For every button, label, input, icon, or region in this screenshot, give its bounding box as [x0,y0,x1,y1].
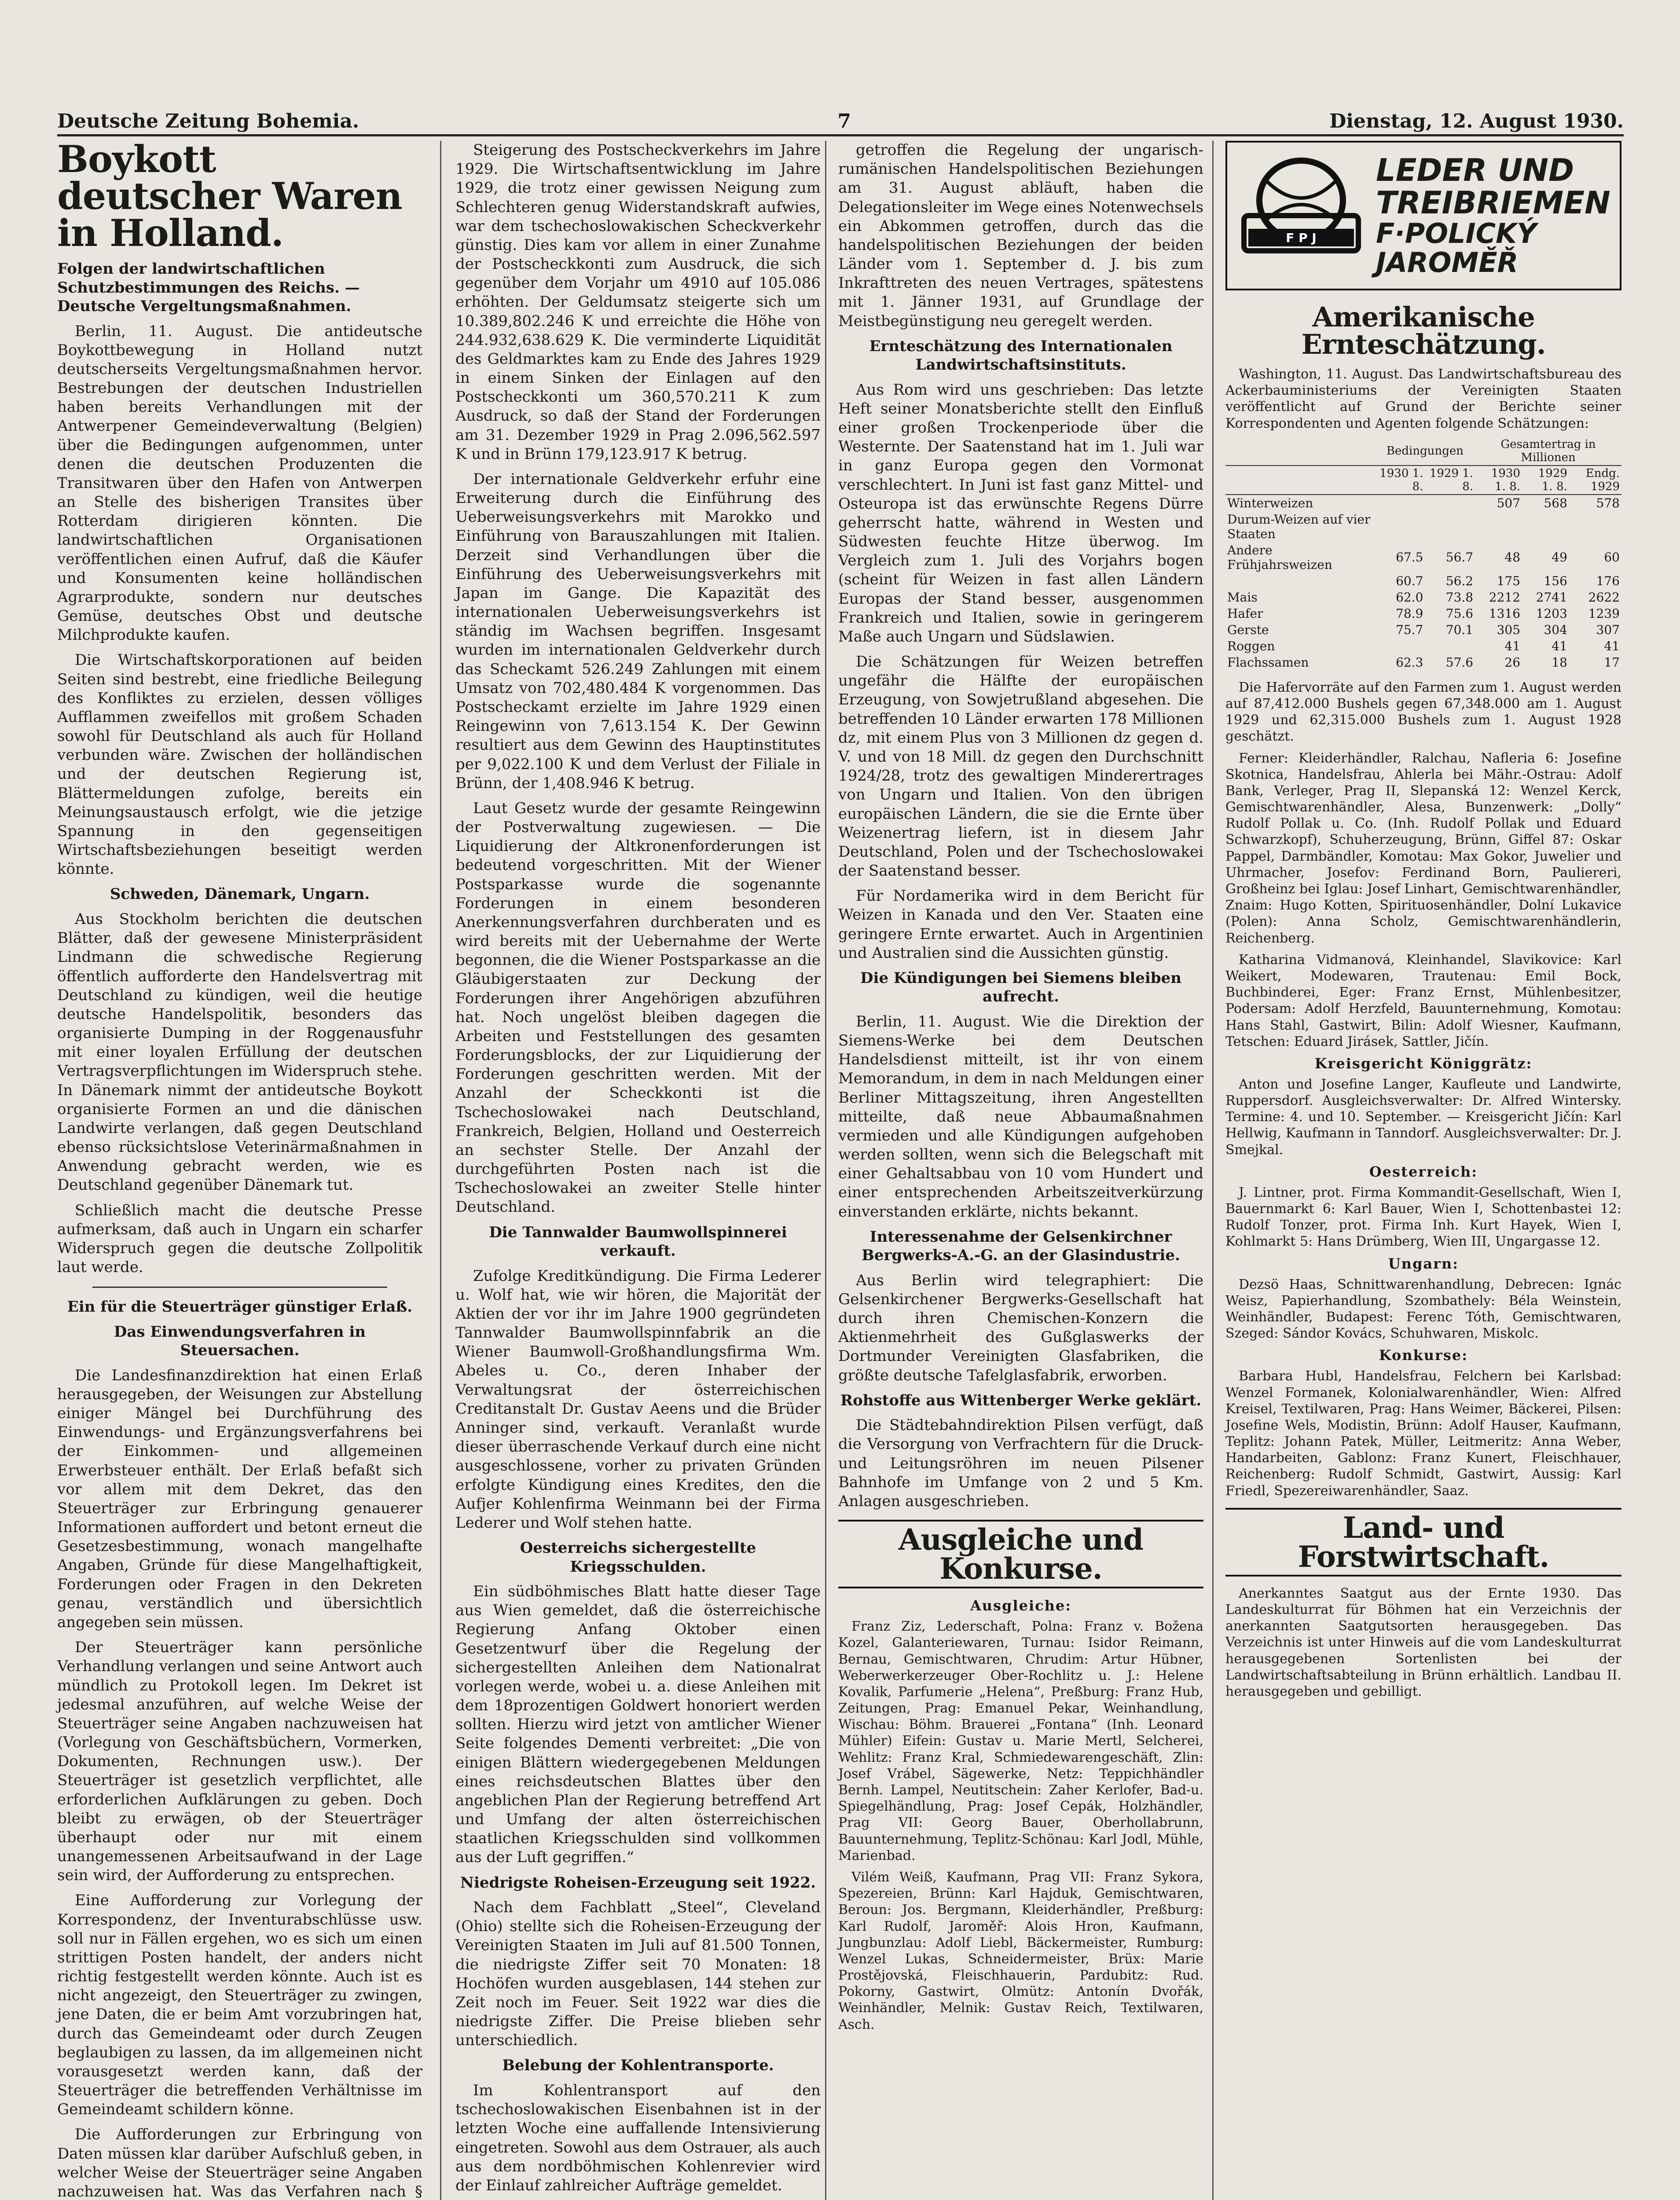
section-label: Ungarn: [1388,1255,1459,1272]
article-paragraph: Eine Aufforderung zur Vorlegung der Korrespondenz, der Inventurabschlüsse usw. soll nur in Fällen ergehen, wo es sich um einen strittigen Posten handelt, der anders nicht richtig festgestellt werden könnte. Auch ist es nicht angezeigt, den Steuerträger zu zwingen, jene Daten, die er beim Amt vorzubringen hat, durch das Gemeindeamt oder durch Zeugen beglaubigen zu lassen, da im allgemeinen nicht vorausgesetzt werden kann, daß der Steuerträger die betreffenden Verhältnisse im Gemeindeamt schildern könne. [57,1892,422,2119]
ad-line: F·POLICKÝ [1376,217,1537,250]
table-cell: 60.7 [1396,573,1423,588]
listing-paragraph: Dezsö Haas, Schnittwarenhandlung, Debrecen: Ignác Weisz, Papierhandlung, Szombathely: Béla Weinstein, Weinhändler, Budapest: Ferenc Tóth, Gemischtwaren, Szeged: Sándor Kovács, Schuhwaren, Miskolc. [1225,1276,1621,1342]
listing-paragraph: Franz Ziz, Lederschaft, Polna: Franz v. Božena Kozel, Galanteriewaren, Turnau: Isidor Reimann, Bernau, Gemischtwaren, Chrudim: Artur Hübner, Weberwerkerzeuger Ober-Rochlitz u. J.: Helene Kovalik, Parfumerie „Helena“, Preßburg: Franz Hub, Zeitungen, Prag: Emanuel Pekar, Weinhandlung, Wischau: Böhm. Brauerei „Fontana“ (Inh. Leonard Mühler) Eifein: Gustav u. Marie Mertl, Selcherei, Wehlitz: Franz Kral, Schmiedewarengeschäft, Zlin: Josef Vrábel, Sägewerke, Netz: Teppichhändler Bernh. Lampel, Neutitschein: Zaher Kerlofer, Bad-u. Spiegelhändlung, Prag: Josef Cepák, Holzhändler, Prag VII: Georg Bauer, Oberhollabrunn, Bauunternehmung, Teplitz-Schönau: Karl Jodl, Mühle, Marienbad. [838,1619,1203,1863]
article-paragraph: Nach dem Fachblatt „Steel“, Cleveland (Ohio) stellte sich die Roheisen-Erzeugung der Vereinigten Staaten im Juli auf 81.500 Tonnen, die niedrigste Ziffer seit 70 Monaten: 18 Hochöfen wurden ausgeblasen, 144 stehen zur Zeit noch im Feuer. Seit 1922 war dies die niedrigste Ziffer. Die Preise blieben sehr unterschiedlich. [455,1899,821,2050]
table-cell: 70.1 [1445,622,1474,637]
listing-paragraph: Vilém Weiß, Kaufmann, Prag VII: Franz Sykora, Spezereien, Brünn: Karl Hajduk, Gemischtwaren, Beroun: Jos. Bergmann, Kleiderhändler, Preßburg: Karl Rudolf, Jaroměř: Alois Hron, Kaufmann, Jungbunzlau: Adolf Liebl, Bäckermeister, Rumburg: Wenzel Lukas, Schneidermeister, Brüx: Marie Prostějovská, Fleischhauerin, Pardubitz: Rud. Pokorny, Gastwirt, Olmütz: Antonín Dvořák, Weinhändler, Melnik: Gustav Reich, Textilwaren, Asch. [838,1869,1203,2032]
article-paragraph: Im Kohlentransport auf den tschechoslowakischen Eisenbahnen ist in der letzten Woche eine auffallende Intensivierung eingetreten. Sowohl aus dem Ostrauer, als auch aus dem nordböhmischen Kohlenrevier wird der Einlauf zahlreicher Aufträge gemeldet. [455,2081,821,2194]
article-paragraph: Steigerung des Postscheckverkehrs im Jahre 1929. Die Wirtschaftsentwicklung im Jahre 1929, die trotz einer gewissen Neigung zum Schlechteren genug Widerstandskraft aufwies, war dem tschechoslowakischen Scheckverkehr günstig. Dies kam vor allem in einer Zunahme der Postscheckkonti zum Ausdruck, die sich gegenüber dem Vorjahr um 4910 auf 105.086 erhöhten. Der Geldumsatz steigerte sich um 10.389,802.246 K und erreichte die Höhe von 244.932,638.629 K. Die verminderte Liquidität des Geldmarktes kam zu Ende des Jahres 1929 in einem Sinken der Einlagen auf den Postscheckkonti um 360,570.211 K zum Ausdruck, so daß der Stand der Forderungen am 31. Dezember 1929 in Prag 2.096,562.597 K und in Brünn 179,123.917 K betrug. [455,141,821,463]
article-headline: Niedrigste Roheisen-Erzeugung seit 1922. [460,1874,816,1892]
table-header: Endg. 1929 [1569,466,1621,495]
article-headline: Interessenahme der Gelsenkirchner Bergwerks-A.-G. an der Glasindustrie. [862,1228,1180,1265]
table-cell [1425,638,1475,654]
table-cell: 56.7 [1445,550,1474,565]
column-2 [455,141,821,2200]
table-header [1225,466,1375,495]
table-row [1225,542,1621,573]
article-headline: Rohstoffe aus Wittenberger Werke geklärt. [840,1391,1202,1409]
table-header: 1930 1. 8. [1475,466,1522,495]
table-cell: 568 [1544,495,1567,510]
belt-logo-icon [1235,150,1367,282]
table-cell: 175 [1497,573,1521,588]
table-cell: 507 [1497,495,1521,510]
article-paragraph: Washington, 11. August. Das Landwirtschaftsbureau des Ackerbauministeriums der Vereinigten Staaten veröffentlicht auf Grund der Berichte seiner Korrespondenten und Agenten folgende Schätzungen: [1225,367,1621,431]
ad-line: TREIBRIEMEN [1376,184,1610,221]
ad-line: JAROMĚŘ [1376,246,1519,279]
table-cell: 67.5 [1396,550,1423,565]
article-paragraph: getroffen die Regelung der ungarisch-rumänischen Handelspolitischen Beziehungen am 31. August abläuft, haben die Delegationsleiter im Wege eines Notenwechsels ein Abkommen getroffen, durch das die handelspolitischen Beziehungen der beiden Länder vom 1. September d. J. bis zum Inkrafttreten des neuen Vertrages, spätestens mit 1. Jänner 1931, auf Grundlage der Meistbegünstigung neu geregelt werden. [838,141,1203,330]
table-cell: 1203 [1536,606,1567,621]
row-label: Gerste [1227,622,1269,637]
table-cell [1375,495,1425,511]
table-cell: 41 [1604,638,1620,653]
article-paragraph: Die Hafervorräte auf den Farmen zum 1. August werden auf 87,412.000 Bushels gegen 67,348.000 am 1. August 1929 und 62,315.000 Bushels zum 1. August 1928 geschätzt. [1225,679,1621,744]
table-cell: 78.9 [1396,606,1423,621]
row-label: Flachssamen [1227,655,1309,670]
table-header: 1929 1. 8. [1522,466,1569,495]
article-paragraph: Der Steuerträger kann persönliche Verhandlung verlangen und seine Antwort auch mündlich zu Protokoll legen. Im Dekret ist jedesmal anzuführen, auf welche Weise der Steuerträger seine Angaben nachzuweisen hat (Vorlegung von Geschäftsbüchern, Vormerken, Dokumenten, Rechnungen usw.). Der Steuerträger ist gesetzlich verpflichtet, alle erforderlichen Aufklärungen zu geben. Doch bleibt zu erwägen, ob der Steuerträger überhaupt oder nur mit einem unangemessenen Arbeitsaufwand in der Lage sein wird, der Aufforderung zu entsprechen. [57,1639,422,1885]
section-subhead: Schweden, Dänemark, Ungarn. [110,885,370,903]
article-headline: Die Tannwalder Baumwollspinnerei verkauft. [489,1223,787,1260]
article-headline: Die Kündigungen bei Siemens bleiben aufrecht. [860,969,1181,1006]
row-label [1225,573,1375,589]
logo-monogram: F P J [1286,231,1317,245]
article-paragraph: Die Aufforderungen zur Erbringung von Daten müssen klar darüber Aufschluß geben, in welcher Weise der Steuerträger seine Angaben nachzuweisen hat. Was das Verfahren nach § [57,2126,422,2200]
article-headline: Amerikanische Ernteschätzung. [1301,301,1546,360]
article-paragraph: Für Nordamerika wird in dem Bericht für Weizen in Kanada und den Ver. Staaten eine geringere Ernte erwartet. Auch in Argentinien und Australien sind die Aussichten günstig. [838,887,1203,962]
row-label: Andere Frühjahrsweizen [1227,543,1332,572]
table-row [1225,511,1621,542]
article-paragraph: Berlin, 11. August. Wie die Direktion der Siemens-Werke bei dem Deutschen Handelsdienst mitteilt, ist ihr von einem Memorandum, in dem in nach Meldungen einer Berliner Mittagszeitung, ihren Angestellten mitteilte, daß neue Abbaumaßnahmen vermieden und alle Kündigungen aufgehoben werden sollten, wenn sich die Belegschaft mit einer Gehaltsabbau von 10 vom Hundert und einer entsprechenden Arbeitszeitverkürzung einverstanden erklärte, nichts bekannt. [838,1012,1203,1221]
running-header [57,108,1624,136]
article-headline: Belebung der Kohlentransporte. [502,2057,774,2075]
listing-paragraph: J. Lintner, prot. Firma Kommandit-Gesellschaft, Wien I, Bauernmarkt 6: Karl Bauer, Wien I, Schottenbastei 12: Rudolf Tonzer, prot. Firma Inh. Kurt Hayek, Wien I, Kohlmarkt 5: Hans Drümberg, Wien III, Ungargasse 12. [1225,1184,1621,1250]
table-cell: 305 [1497,622,1521,637]
article-paragraph: Zufolge Kreditkündigung. Die Firma Lederer u. Wolf hat, wie wir hören, die Majorität der Aktien der vor ihr im Jahre 1900 gegründeten Tannwalder Baumwollspinnfabrik an die Wiener Baumwoll-Großhandlungsfirma Wm. Abeles u. Co., deren Inhaber der Verwaltungsrat der österreichischen Creditanstalt Dr. Gustav Aeens und die Brüder Anninger sind, verkauft. Veranlaßt wurde dieser überraschende Verkauf durch eine nicht ausgeschlossene, vorher zu privaten Gründen erfolgte Kündigung eines Kredites, den die Aufjer Kohlenfirma Weinmann bei der Firma Lederer und Wolf stehen hatte. [455,1267,821,1532]
table-row [1225,495,1621,511]
table-cell [1425,511,1475,542]
table-cell: 41 [1552,638,1567,653]
section-label: Ausgleiche: [970,1597,1072,1614]
table-cell: 1316 [1489,606,1521,621]
section-label: Kreisgericht Königgrätz: [1314,1055,1533,1072]
table-row [1225,589,1621,605]
table-cell: 60 [1604,550,1620,565]
article-paragraph: Die Schätzungen für Weizen betreffen ungefähr die Hälfte der europäischen Erzeugung, von Sowjetrußland abgesehen. Die betreffenden 10 Länder erwarten 178 Millionen dz, mit einem Plus von 3 Millionen dz gegen d. V. und von 18 Mill. dz gegen den Durchschnitt 1924/28, trotz des gewaltigen Minderertrages von Ungarn und Italien. Von den übrigen europäischen Ländern, die sie die Ernte über Weizenertrag liefern, ist in diesem Jahr Deutschland, Polen und der Tschechoslowakei der Saatenstand besser. [838,653,1203,880]
table-cell: 62.0 [1396,590,1423,605]
table-cell: 75.6 [1445,606,1474,621]
article-paragraph: Die Wirtschaftskorporationen auf beiden Seiten sind bestrebt, eine friedliche Beilegung des Konfliktes zu erzielen, dessen völliges Aufflammen zweifellos mit großem Schaden sowohl für Deutschland als auch für Holland verbunden wäre. Zwischen der holländischen und der deutschen Regierung ist, Blättermeldungen zufolge, bereits ein Meinungsaustausch erfolgt, wie die jetzige Spannung in den gegenseitigen Wirtschaftsbeziehungen beseitigt werden könnte. [57,651,422,878]
article-paragraph: Anerkanntes Saatgut aus der Ernte 1930. Das Landeskulturrat für Böhmen hat ein Verzeichnis der anerkannten Saatgutsorten herausgegeben. Das Verzeichnis ist unter Hinweis auf die vom Landeskulturrat herausgegebenen Sortenlisten bei der Landwirtschaftsabteilung in Brünn erhältlich. Landbau II. herausgegeben und gebilligt. [1225,1585,1621,1699]
table-cell: 176 [1596,573,1620,588]
article-paragraph: Schließlich macht die deutsche Presse aufmerksam, daß auch in Ungarn ein scharfer Widerspruch gegen die deutsche Zollpolitik laut werde. [57,1201,422,1276]
article-paragraph: Aus Stockholm berichten die deutschen Blätter, daß der gewesene Ministerpräsident Lindmann die schwedische Regierung öffentlich aufforderte den Handelsvertrag mit Deutschland zu kündigen, weil die heutige deutsche Handelspolitik, besonders das organisierte Dumping in der Roggenausfuhr mit einer loyalen Erfüllung der deutschen Vertragsverpflichtungen im Widerspruch stehe. In Dänemark nimmt der antideutsche Boykott organisierte Formen an und die dänischen Landwirte verlangen, daß gegen Deutschland ebenso rücksichtslose Veterinärmaßnahmen in Anwendung gebracht werden, wie es Deutschland gegenüber Dänemark tut. [57,910,422,1194]
article-paragraph: Die Landesfinanzdirektion hat einen Erlaß herausgegeben, der Weisungen zur Abstellung einiger Mängel bei Durchführung des Einwendungs- und Ergänzungsverfahrens bei der Einkommen- und allgemeinen Erwerbsteuer enthält. Der Erlaß befaßt sich vor allem mit dem Dekret, das den Steuerträger zur Erbringung genauerer Informationen auffordert und betont erneut die Gesetzesbestimmung, wonach mangelhafte Angaben, Gründe für diese Mangelhaftigkeit, Forderungen oder Fragen in den Dekreten genau, verständlich und übersichtlich angegeben sein müssen. [57,1366,422,1631]
article-paragraph: Laut Gesetz wurde der gesamte Reingewinn der Postverwaltung zugewiesen. — Die Liquidierung der Altkronenforderungen ist bedeutend vorgeschritten. Mit der Wiener Postsparkasse wurde die sogenannte Forderungen in einem besonderen Anerkennungsverfahren durchberaten und es wird bereits mit der Uebernahme der Werte begonnen, die die Wiener Postsparkasse an die Gläubigerstaaten zur Deckung der Forderungen ihrer Angehörigen abzuführen hat. Noch ungelöst bleiben dagegen die Arbeiten und Feststellungen des gesamten Forderungsblocks, der zur Liquidierung der Forderungen geschritten werden. Mit der Anzahl der Scheckkonti ist die Tschechoslowakei nach Deutschland, Frankreich, Belgien, Holland und Oesterreich an sechster Stelle. Der Anzahl der durchgeführten Posten nach ist die Tschechoslowakei an zweiter Stelle hinter Deutschland. [455,799,821,1216]
table-header: 1930 1. 8. [1375,466,1425,495]
table-cell: 156 [1544,573,1567,588]
column-rule [1212,141,1214,2200]
article-paragraph: Berlin, 11. August. Die antideutsche Boykottbewegung in Holland nutzt deutscherseits Vergeltungsmaßnahmen hervor. Bestrebungen der deutschen Industriellen haben bereits Verhandlungen mit der Antwerpener Gemeindeverwaltung (Belgien) über die Bedingungen aufgenommen, unter denen die deutschen Produzenten die Transitwaren über den Hafen von Antwerpen an Stelle des bisherigen Transites über Rotterdam dirigieren könnten. Die landwirtschaftlichen Organisationen veröffentlichen einen Aufruf, daß die Käufer und Konsumenten keine holländischen Agrarprodukte, sondern nur deutsches Gemüse, deutsches Obst und deutsche Milchprodukte kaufen. [57,322,422,644]
article-subhead: Das Einwendungsverfahren in Steuersachen. [114,1323,366,1360]
article-paragraph: Die Städtebahndirektion Pilsen verfügt, daß die Versorgung von Verfrachtern für die Druck- und Leitungsröhren im neuen Pilsener Bahnhofe im Umfange von 2 und 5 Km. Anlagen ausgeschrieben. [838,1416,1203,1510]
article-headline: Boykott deutscher Waren in Holland. [57,137,402,255]
article-headline: Ernteschätzung des Internationalen Landwirtschaftsinstituts. [869,337,1173,374]
table-cell [1569,511,1621,542]
section-box [838,1520,1203,1588]
table-cell: 2741 [1536,590,1567,605]
table-cell: 56.2 [1445,573,1474,588]
table-cell: 307 [1596,622,1620,637]
table-cell [1425,495,1475,511]
table-row [1225,638,1621,654]
table-header: 1929 1. 8. [1425,466,1475,495]
section-headline: Land- und Forstwirtschaft. [1298,1510,1549,1574]
row-label: Winterweizen [1227,495,1313,510]
column-rule [825,141,826,2200]
table-cell: 2622 [1588,590,1620,605]
column-1 [57,137,422,2200]
table-header: Gesamtertrag in Millionen [1475,437,1621,466]
section-label: Konkurse: [1379,1347,1468,1364]
row-label: Mais [1227,590,1258,605]
table-cell: 57.6 [1445,655,1474,670]
table-cell: 304 [1544,622,1567,637]
table-cell: 26 [1504,655,1521,670]
ad-text [1367,152,1612,279]
listing-paragraph: Katharina Vidmanová, Kleinhandel, Slavikovice: Karl Weikert, Modewaren, Trautenau: Emil Bock, Buchbinderei, Eger: Franz Ernst, Mühlenbesitzer, Podersam: Adolf Herzfeld, Bauunternehmung, Komotau: Hans Stahl, Gastwirt, Bilin: Adolf Wiesner, Kaufmann, Tetschen: Eduard Jirásek, Sattler, Jičín. [1225,952,1621,1049]
row-label: Durum-Weizen auf vier Staaten [1227,512,1371,541]
column-3 [838,141,1203,2038]
listing-paragraph: Ferner: Kleiderhändler, Ralchau, Nafleria 6: Josefine Skotnica, Handelsfrau, Ahlerla bei Mähr.-Ostrau: Adolf Bank, Verleger, Prag II, Slepanská 12: Wenzel Kerck, Gemischtwarenhändler, Alesa, Bunzenwerk: „Dolly“ Rudolf Pollak u. Co. (Inh. Rudolf Pollak und Eduard Schwarzkopf), Schuherzeugung, Brünn, Giffel 87: Oskar Pappel, Darmbändler, Komotau: Max Gokor, Juwelier und Uhrmacher, Josefov: Ferdinand Born, Pauliereri, Großheinz bei Iglau: Josef Linhart, Gemischtwarenhändler, Znaim: Hugo Kotten, Spirituosenhändler, Dolní Lukavice (Polen): Anna Scholz, Gemischtwarenhändlerin, Reichenberg. [1225,750,1621,946]
table-cell: 73.8 [1445,590,1474,605]
table-cell: 578 [1596,495,1620,510]
masthead-name: Deutsche Zeitung Bohemia. [57,110,359,132]
table-cell: 75.7 [1396,622,1423,637]
table-cell [1375,511,1425,542]
table-cell: 18 [1552,655,1567,670]
article-paragraph: Ein südböhmisches Blatt hatte dieser Tage aus Wien gemeldet, daß die österreichische Regierung Anfang Oktober einen Gesetzentwurf über die Regelung der sichergestellten Anleihen dem Nationalrat vorlegen werde, wobei u. a. diese Anleihen mit dem 18prozentigen Goldwert honoriert werden sollten. Hierzu wird jetzt von amtlicher Wiener Seite folgendes Dementi verbreitet: „Die von einigen Blättern wiedergegebenen Meldungen eines reichsdeutschen Blattes über den angeblichen Plan der Regierung betreffend Art und Umfang der alten österreichischen staatlichen Kriegsschulden sind vollkommen aus der Luft gegriffen.“ [455,1583,821,1866]
separator [92,1287,387,1288]
issue-date: Dienstag, 12. August 1930. [1329,110,1624,132]
column-rule [440,141,441,2200]
table-cell [1522,511,1569,542]
row-label: Hafer [1227,606,1263,621]
article-paragraph: Aus Rom wird uns geschrieben: Das letzte Heft seiner Monatsberichte stellt den Einfluß einer großen Trockenperiode über die Westernte. Der Saatenstand hat im 1. Juli war in ganz Europa gegen den Vormonat verschlechtert. In Juni ist fast ganz Mittel- und Osteuropa ist das erwünschte Regens Dürre geherrscht hatte, während in Westen und Südwesten feuchte Hitze überwog. Im Vergleich zum 1. Juli des Vorjahrs bogen (scheint für Weizen in fast allen Ländern Europas der Stand besser, ausgenommen Frankreich und Italien, sowie in geringerem Maße auch Ungarn und Südslawien. [838,381,1203,645]
table-cell: 49 [1552,550,1567,565]
table-cell [1475,511,1522,542]
row-label: Roggen [1227,638,1275,653]
table-row [1225,573,1621,589]
section-box [1225,1508,1621,1577]
harvest-table [1225,437,1621,671]
table-cell: 48 [1504,550,1521,565]
section-label: Oesterreich: [1369,1163,1478,1180]
listing-paragraph: Barbara Hubl, Handelsfrau, Felchern bei Karlsbad: Wenzel Formanek, Kolonialwarenhändler, Wien: Alfred Kreisel, Textilwaren, Prag: Hans Weimer, Bäckerei, Pilsen: Josefine Wels, Modistin, Brünn: Adolf Hauser, Kaufmann, Teplitz: Johann Patek, Müller, Leitmeritz: Anna Weber, Handarbeiten, Gablonz: Franz Kunert, Fleischhauer, Reichenberg: Rudolf Schmidt, Gastwirt, Aussig: Karl Friedl, Spezereiwarenhändler, Saaz. [1225,1368,1621,1499]
section-headline: Ausgleiche und Konkurse. [899,1522,1143,1586]
table-header: Bedingungen [1375,437,1475,466]
page-number: 7 [837,110,851,132]
table-row [1225,654,1621,671]
table-row [1225,605,1621,622]
article-subhead: Folgen der landwirtschaftlichen Schutzbestimmungen des Reichs. — Deutsche Vergeltungsmaßnahmen. [57,260,360,315]
table-header [1225,437,1375,466]
advertisement [1225,141,1621,290]
listing-paragraph: Anton und Josefine Langer, Kaufleute und Landwirte, Ruppersdorf. Ausgleichsverwalter: Dr. Alfred Wintersky. Termine: 4. und 10. September. — Kreisgericht Jičín: Karl Hellwig, Kaufmann in Tanndorf. Ausgleichsverwalter: Dr. J. Smejkal. [1225,1076,1621,1158]
article-headline: Ein für die Steuerträger günstiger Erlaß. [67,1298,413,1316]
ad-line: LEDER UND [1376,152,1574,189]
article-paragraph: Aus Berlin wird telegraphiert: Die Gelsenkirchener Bergwerks-Gesellschaft hat durch ihren Chemischen-Konzern die Aktienmehrheit des Gußglaswerks der Dortmunder Vereinigten Glasfabriken, die größte deutsche Tafelglasfabrik, erworben. [838,1271,1203,1384]
table-cell: 62.3 [1396,655,1423,670]
table-cell: 1239 [1588,606,1620,621]
table-cell [1375,638,1425,654]
article-paragraph: Der internationale Geldverkehr erfuhr eine Erweiterung durch die Einführung des Ueberweisungsverkehrs mit Marokko und Einführung von Barauszahlungen mit Italien. Derzeit sind Verhandlungen über die Einführung des Ueberweisungsverkehrs mit Japan im Gange. Die Kapazität des internationalen Ueberweisungsverkehrs ist ständig im Wachsen begriffen. Insgesamt wurden im internationalen Geldverkehr durch das Scheckamt 526.249 Zahlungen mit einem Umsatz von 702,480.484 K vorgenommen. Das Postscheckamt erzielte im Jahre 1929 einen Reingewinn von 7,613.154 K. Der Gewinn resultiert aus dem Gewinn des Hauptinstitutes per 9,022.100 K und dem Verlust der Filiale in Brünn, der 1,408.946 K betrug. [455,470,821,792]
table-cell: 41 [1504,638,1521,653]
column-4 [1225,141,1621,1705]
table-row [1225,622,1621,638]
table-cell: 2212 [1489,590,1521,605]
article-headline: Oesterreichs sichergestellte Kriegsschulden. [520,1539,756,1576]
table-cell: 17 [1604,655,1620,670]
